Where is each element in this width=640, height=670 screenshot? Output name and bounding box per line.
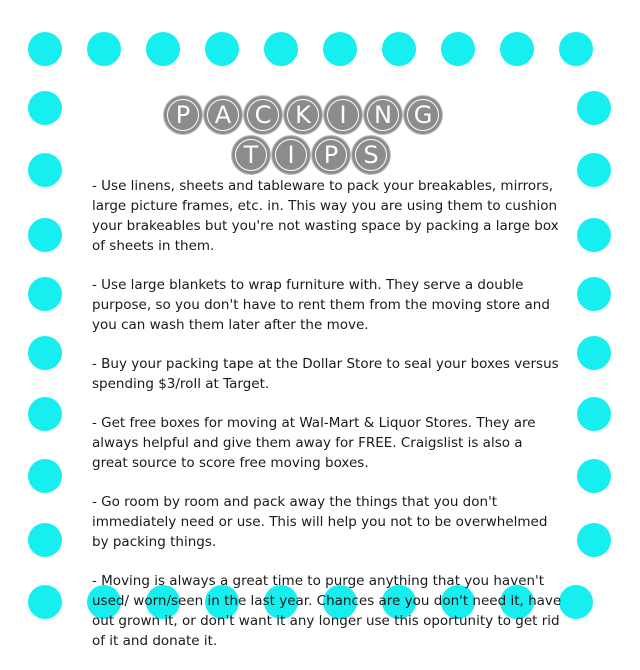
polka-dot-icon bbox=[577, 397, 611, 431]
polka-dot-icon bbox=[559, 585, 593, 619]
title-letter-circle: C bbox=[244, 96, 282, 134]
polka-dot-icon bbox=[28, 277, 62, 311]
polka-dot-icon bbox=[577, 91, 611, 125]
polka-dot-icon bbox=[577, 523, 611, 557]
polka-dot-icon bbox=[577, 218, 611, 252]
polka-dot-icon bbox=[577, 153, 611, 187]
title-letter-circle: N bbox=[364, 96, 402, 134]
polka-dot-icon bbox=[205, 32, 239, 66]
polka-dot-icon bbox=[146, 32, 180, 66]
tip-paragraph: - Get free boxes for moving at Wal-Mart & Liquor Stores. They are always helpful and give them away for FREE. Craigslist is also a great source to score free moving boxes. bbox=[92, 415, 536, 471]
title-letter-circle: I bbox=[324, 96, 362, 134]
polka-dot-icon bbox=[28, 523, 62, 557]
polka-dot-icon bbox=[500, 32, 534, 66]
polka-dot-icon bbox=[264, 32, 298, 66]
title-letter-circle: P bbox=[312, 136, 350, 174]
title-letter-circle: T bbox=[232, 136, 270, 174]
polka-dot-icon bbox=[559, 32, 593, 66]
polka-dot-icon bbox=[28, 459, 62, 493]
polka-dot-icon bbox=[87, 32, 121, 66]
polka-dot-icon bbox=[28, 397, 62, 431]
tips-list bbox=[92, 176, 562, 670]
polka-dot-icon bbox=[577, 277, 611, 311]
polka-dot-icon bbox=[577, 459, 611, 493]
title-line-packing bbox=[164, 96, 442, 134]
tip-paragraph: - Go room by room and pack away the things that you don't immediately need or use. This will help you not to be overwhelmed by packing things. bbox=[92, 494, 548, 550]
title-line-tips bbox=[232, 136, 390, 174]
polka-dot-icon bbox=[441, 32, 475, 66]
tip-paragraph: - Buy your packing tape at the Dollar Store to seal your boxes versus spending $3/roll at Target. bbox=[92, 356, 559, 392]
polka-dot-icon bbox=[28, 218, 62, 252]
title-letter-circle: P bbox=[164, 96, 202, 134]
polka-dot-icon bbox=[28, 91, 62, 125]
polka-dot-icon bbox=[323, 32, 357, 66]
title-letter-circle: S bbox=[352, 136, 390, 174]
title-letter-circle: I bbox=[272, 136, 310, 174]
title-letter-circle: K bbox=[284, 96, 322, 134]
tip-paragraph: - Moving is always a great time to purge anything that you haven't used/ worn/seen in the last year. Chances are you don't need it, have out grown it, or don't want it any longer use this oportunity to get rid of it and donate it. bbox=[92, 573, 562, 649]
polka-dot-icon bbox=[28, 32, 62, 66]
polka-dot-icon bbox=[28, 153, 62, 187]
polka-dot-icon bbox=[28, 585, 62, 619]
title-letter-circle: G bbox=[404, 96, 442, 134]
polka-dot-icon bbox=[577, 336, 611, 370]
polka-dot-icon bbox=[28, 336, 62, 370]
title-letter-circle: A bbox=[204, 96, 242, 134]
tip-paragraph: - Use large blankets to wrap furniture with. They serve a double purpose, so you don't have to rent them from the moving store and you can wash them later after the move. bbox=[92, 277, 550, 333]
tip-paragraph: - Use linens, sheets and tableware to pack your breakables, mirrors, large picture frames, etc. in. This way you are using them to cushion your brakeables but you're not wasting space by packing a large box of sheets in them. bbox=[92, 178, 559, 254]
polka-dot-icon bbox=[382, 32, 416, 66]
